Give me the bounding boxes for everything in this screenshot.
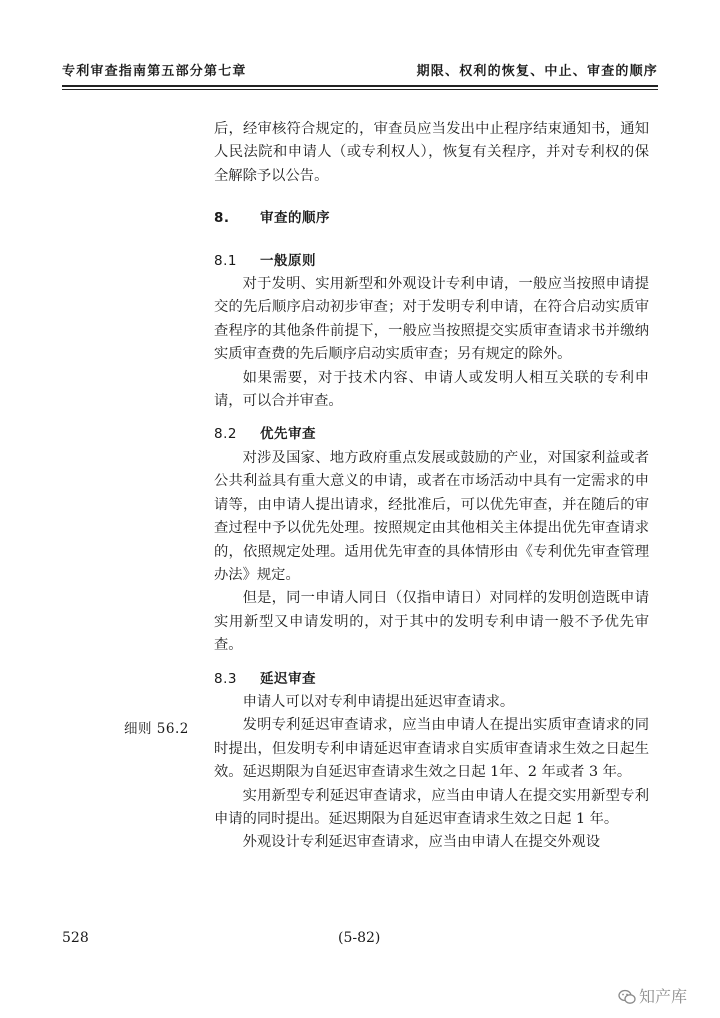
- paragraph-with-margin-note: 发明专利延迟审查请求，应当由申请人在提出实质审查请求的同时提出，但发明专利申请延迟审查请求自实质审查请求生效之日起生效。延迟期限为自延迟审查请求生效之日起 1年、2 年或者 3 年。: [214, 717, 649, 781]
- paragraph: 对涉及国家、地方政府重点发展或鼓励的产业，对国家利益或者公共利益具有重大意义的申请，或者在市场活动中具有一定需求的申请等，由申请人提出请求，经批准后，可以优先审查，并在随后的审查过程中予以优先处理。按照规定由其他相关主体提出优先审查请求的，依照规定处理。适用优先审查的具体情形由《专利优先审查管理办法》规定。: [214, 449, 649, 583]
- paragraph: 如果需要，对于技术内容、申请人或发明人相互关联的专利申请，可以合并审查。: [214, 369, 649, 410]
- section-heading-8: [214, 207, 649, 230]
- paragraph: 但是，同一申请人同日（仅指申请日）对同样的发明创造既申请实用新型又申请发明的，对于其中的发明专利申请一般不予优先审查。: [214, 590, 649, 654]
- header-chapter-title: 专利审查指南第五部分第七章: [62, 64, 247, 79]
- section-page-number: (5-82): [338, 930, 381, 946]
- page-body: [214, 118, 649, 855]
- watermark: [618, 984, 687, 1007]
- section-heading-8-2: [214, 423, 649, 446]
- paragraph: 外观设计专利延迟审查请求，应当由申请人在提交外观设: [242, 834, 601, 851]
- paragraph: 实用新型专利延迟审查请求，应当由申请人在提交实用新型专利申请的同时提出。延迟期限为自延迟审查请求生效之日起 1 年。: [214, 787, 649, 827]
- running-header: [62, 52, 658, 82]
- section-title: 审查的顺序: [260, 210, 330, 227]
- section-heading-8-3: [214, 668, 649, 691]
- section-number: 8.: [214, 210, 230, 227]
- paragraph-continued: 后，经审核符合规定的，审查员应当发出中止程序结束通知书，通知人民法院和申请人（或专利权人），恢复有关程序，并对专利权的保全解除予以公告。: [214, 121, 649, 184]
- wechat-icon: [618, 989, 636, 1005]
- margin-note-rule-reference: 细则 56.2: [124, 721, 189, 738]
- header-rule-thick: [62, 85, 658, 87]
- header-section-title: 期限、权利的恢复、中止、审查的顺序: [416, 64, 658, 79]
- section-number: 8.3: [214, 670, 237, 687]
- section-title: 延迟审查: [260, 670, 316, 687]
- section-number: 8.1: [214, 252, 237, 269]
- section-number: 8.2: [214, 426, 237, 443]
- page-number: 528: [62, 930, 89, 946]
- header-rule-thin: [62, 89, 658, 90]
- section-title: 一般原则: [260, 252, 316, 269]
- paragraph: 对于发明、实用新型和外观设计专利申请，一般应当按照申请提交的先后顺序启动初步审查；对于发明专利申请，在符合启动实质审查程序的其他条件前提下，一般应当按照提交实质审查请求书并缴纳实质审查费的先后顺序启动实质审查；另有规定的除外。: [214, 276, 649, 363]
- watermark-text: 知产库: [639, 987, 688, 1006]
- section-title: 优先审查: [260, 426, 316, 443]
- section-heading-8-1: [214, 250, 649, 273]
- paragraph: 申请人可以对专利申请提出延迟审查请求。: [242, 693, 515, 710]
